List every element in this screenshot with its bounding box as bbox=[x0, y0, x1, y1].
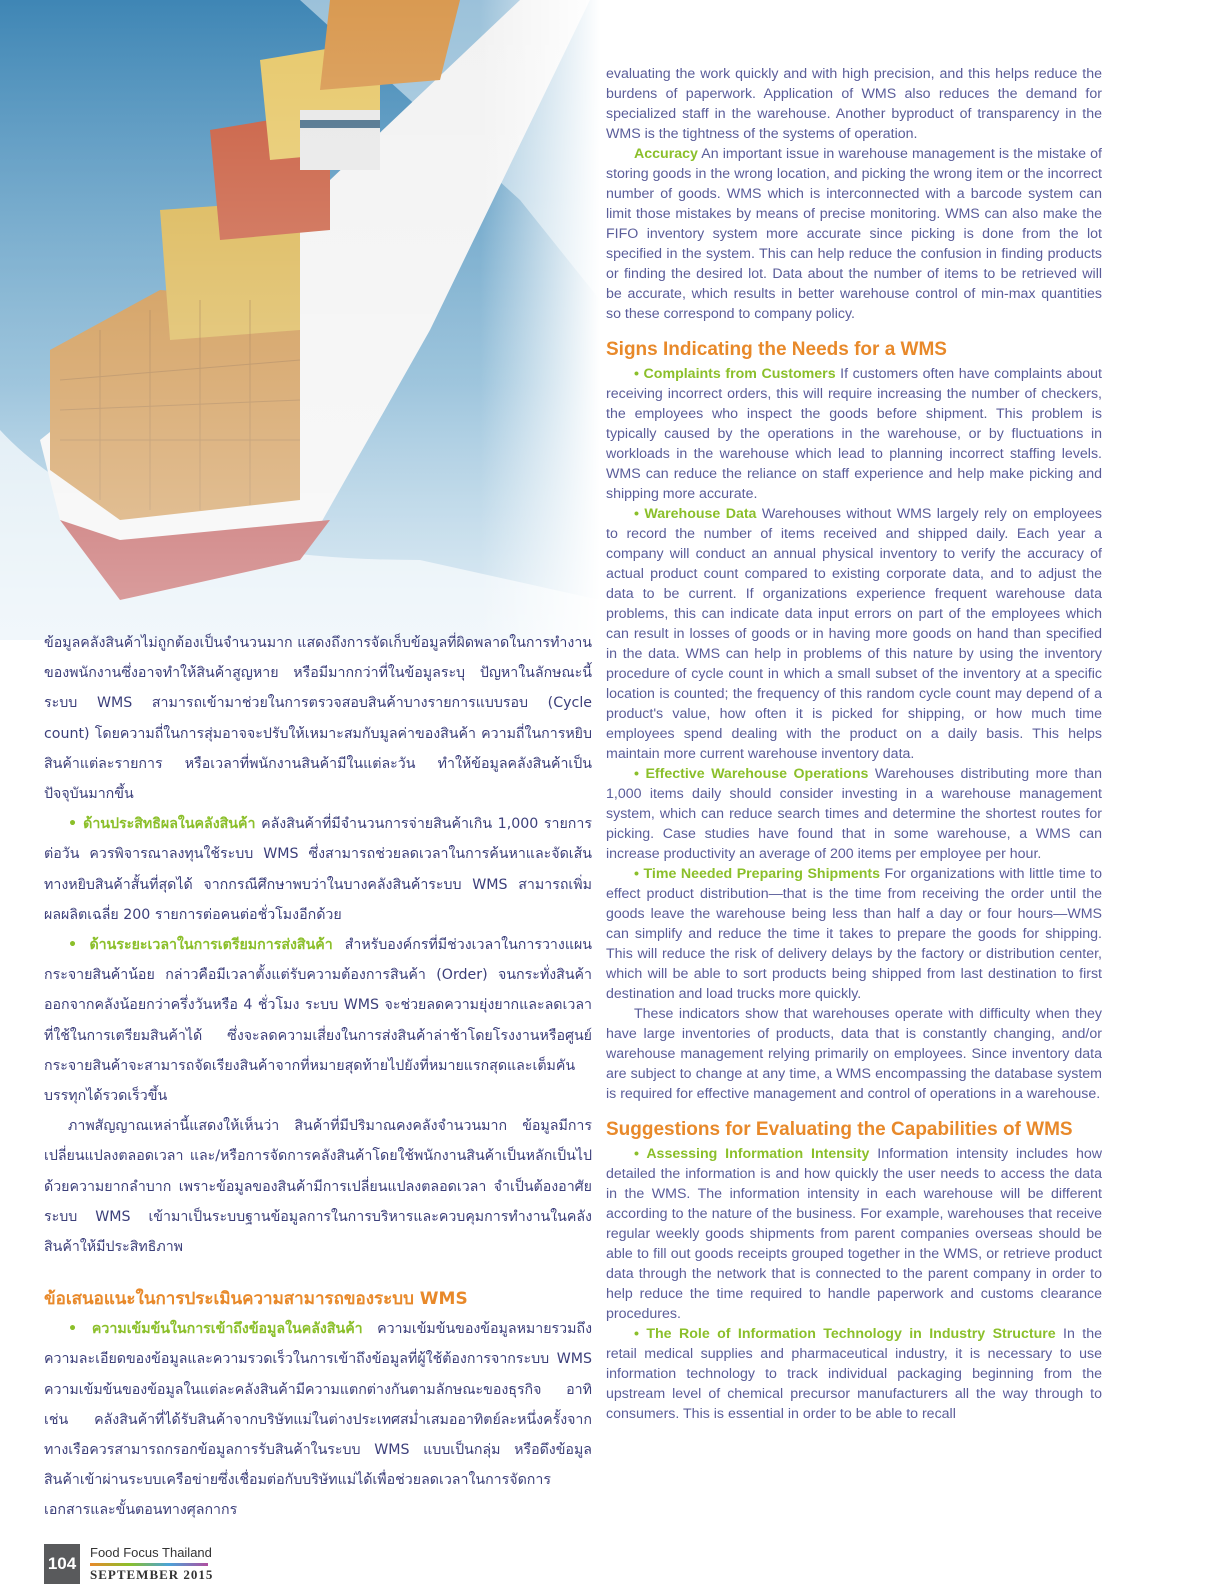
english-paragraph bbox=[606, 1324, 1102, 1424]
english-paragraph bbox=[606, 1144, 1102, 1324]
container-ship-photo bbox=[0, 0, 600, 640]
thai-paragraph bbox=[44, 1314, 592, 1525]
english-paragraph-text: Information intensity includes how detailed the information is and how quickly the user needs to access the data in the WMS. The information intensity in each warehouse will be different according to the nature of the business. For example, warehouses that receive regular weekly goods shipments from parent companies overseas should be able to fill out goods receipts grouped together in the WMS, or retrieve product data through the network that is connected to the parent company in order to help reduce the time required to handle paperwork and customs clearance procedures. bbox=[606, 1146, 1102, 1322]
magazine-name: Food Focus Thailand bbox=[90, 1545, 212, 1560]
english-paragraph-text: If customers often have complaints about receiving incorrect orders, this will require increasing the number of checkers, the employees who inspect the goods before shipment. This problem is typically caused by the operations in the warehouse, or by fluctuations in workloads in the warehouse which lead to planning incorrect staffing levels. WMS can reduce the reliance on staff experience and help make picking and shipping more accurate. bbox=[606, 366, 1103, 502]
thai-article-column bbox=[44, 628, 592, 1526]
intensity-subhead: • Assessing Information Intensity bbox=[634, 1146, 870, 1162]
english-paragraph bbox=[606, 764, 1102, 864]
thai-subhead: • ความเข้มข้นในการเข้าถึงข้อมูลในคลังสินค้า bbox=[68, 1321, 363, 1338]
thai-section-heading: ข้อเสนอแนะในการประเมินความสามารถของระบบ WMS bbox=[44, 1289, 468, 1310]
shipments-subhead: • Time Needed Preparing Shipments bbox=[634, 866, 880, 882]
it-role-subhead: • The Role of Information Technology in Industry Structure bbox=[634, 1326, 1056, 1342]
english-paragraph: evaluating the work quickly and with high precision, and this helps reduce the burdens of paperwork. Application of WMS also reduces the demand for specialized staff in the warehouse. Another byproduct of transparency in the WMS is the tightness of the systems of operation. bbox=[606, 66, 1102, 142]
operations-subhead: • Effective Warehouse Operations bbox=[634, 766, 869, 782]
english-paragraph bbox=[606, 364, 1102, 504]
accuracy-subhead: Accuracy bbox=[634, 146, 698, 162]
english-paragraph bbox=[606, 144, 1102, 324]
thai-paragraph bbox=[44, 930, 592, 1111]
english-paragraph-text: In the retail medical supplies and pharmaceutical industry, it is necessary to use information technology to track individual packaging beginning from the upstream level of chemical precursor manufacturers all the way through to consumers. This is essential in order to be able to recall bbox=[606, 1326, 1102, 1422]
complaints-subhead: • Complaints from Customers bbox=[634, 366, 836, 382]
thai-paragraph-text: ความเข้มข้นของข้อมูลหมายรวมถึงความละเอียดของข้อมูลและความรวดเร็วในการเข้าถึงข้อมูลที่ผู้ใช้ต้องการจากระบบ WMS ความเข้มข้นของข้อมูลในแต่ละคลังสินค้ามีความแตกต่างกันตามลักษณะของธุรกิจ อาทิเช่น คลังสินค้าที่ได้รับสินค้าจากบริษัทแม่ในต่างประเทศสม่ำเสมออาทิตย์ละหนึ่งครั้งจากทางเรือควรสามารถกรอกข้อมูลการรับสินค้าในระบบ WMS แบบเป็นกลุ่ม หรือดึงข้อมูลสินค้าเข้าผ่านระบบเครือข่ายซึ่งเชื่อมต่อกับบริษัทแม่ได้เพื่อช่วยลดเวลาในการจัดการเอกสารและขั้นตอนทางศุลกากร bbox=[44, 1321, 593, 1519]
thai-paragraph bbox=[44, 809, 592, 930]
thai-paragraph: ข้อมูลคลังสินค้าไม่ถูกต้องเป็นจำนวนมาก แสดงถึงการจัดเก็บข้อมูลที่ผิดพลาดในการทำงานของพนักงานซึ่งอาจทำให้สินค้าสูญหาย หรือมีมากกว่าที่ในข้อมูลระบุ ปัญหาในลักษณะนี้ระบบ WMS สามารถเข้ามาช่วยในการตรวจสอบสินค้าบางรายการแบบรอบ (Cycle count) โดยความถี่ในการสุ่มอาจจะปรับให้เหมาะสมกับมูลค่าของสินค้า ความถี่ในการหยิบสินค้าแต่ละรายการ หรือเวลาที่พนักงานสินค้ามีในแต่ละวัน ทำให้ข้อมูลคลังสินค้าเป็นปัจจุบันมากขึ้น bbox=[44, 635, 592, 803]
thai-paragraph: ภาพสัญญาณเหล่านี้แสดงให้เห็นว่า สินค้าที่มีปริมาณคงคลังจำนวนมาก ข้อมูลมีการเปลี่ยนแปลงตลอดเวลา และ/หรือการจัดการคลังสินค้าโดยใช้พนักงานสินค้าเป็นหลักเป็นไปด้วยความยากลำบาก เพราะข้อมูลของสินค้ามีการเปลี่ยนแปลงตลอดเวลา จำเป็นต้องอาศัยระบบ WMS เข้ามาเป็นระบบฐานข้อมูลการในการบริหารและควบคุมการทำงานในคลังสินค้าให้มีประสิทธิภาพ bbox=[44, 1118, 592, 1256]
thai-subhead: • ด้านระยะเวลาในการเตรียมการส่งสินค้า bbox=[68, 937, 333, 954]
thai-subhead: • ด้านประสิทธิผลในคลังสินค้า bbox=[68, 816, 256, 833]
warehouse-data-subhead: • Warehouse Data bbox=[634, 506, 757, 522]
english-paragraph-text: For organizations with little time to effect product distribution—that is the time from receiving the order until the goods leave the warehouse being less than half a day or four hours—WMS can simplify and reduce the time it takes to prepare the goods for shipping. This will reduce the risk of delivery delays by the factory or distribution center, which will be able to sort products being shipped from last destination to first destination and load trucks more quickly. bbox=[606, 866, 1103, 1002]
page-number: 104 bbox=[44, 1544, 80, 1584]
suggestions-section-heading: Suggestions for Evaluating the Capabilities of WMS bbox=[606, 1119, 1073, 1140]
issue-date: SEPTEMBER 2015 bbox=[90, 1567, 214, 1582]
english-paragraph-text: Warehouses without WMS largely rely on employees to record the number of items received and shipped daily. Each year a company will conduct an annual physical inventory to verify the accuracy of actual product count compared to existing corporate data, and to adjust the data to be current. If organizations experience frequent warehouse data problems, this can indicate data input errors on part of the employees which can result in losses of goods or in having more goods on hand than specified in the data. WMS can help in problems of this nature by using the inventory procedure of cycle count in which a small subset of the inventory at a specific location is counted; the frequency of this random cycle count may depend of a product's value, how often it is picked for shipping, or how much time employees spend dealing with the product on a daily basis. This helps maintain more current warehouse inventory data. bbox=[606, 506, 1102, 762]
color-rule bbox=[90, 1563, 208, 1566]
signs-section-heading: Signs Indicating the Needs for a WMS bbox=[606, 339, 947, 360]
english-paragraph bbox=[606, 864, 1102, 1004]
thai-paragraph-text: สำหรับองค์กรที่มีช่วงเวลาในการวางแผนกระจายสินค้าน้อย กล่าวคือมีเวลาตั้งแต่รับความต้องการสินค้า (Order) จนกระทั่งสินค้าออกจากคลังน้อยกว่าครึ่งวันหรือ 4 ชั่วโมง ระบบ WMS จะช่วยลดความยุ่งยากและลดเวลาที่ใช้ในการเตรียมสินค้าได้ ซึ่งจะลดความเสี่ยงในการส่งสินค้าล่าช้าโดยโรงงานหรือศูนย์กระจายสินค้าจะสามารถจัดเรียงสินค้าจากที่หมายสุดท้ายไปยังที่หมายแรกสุดและเต็มคันบรรทุกได้รวดเร็วขึ้น bbox=[44, 937, 592, 1105]
thai-paragraph-text: คลังสินค้าที่มีจำนวนการจ่ายสินค้าเกิน 1,000 รายการต่อวัน ควรพิจารณาลงทุนใช้ระบบ WMS ซึ่งสามารถช่วยลดเวลาในการค้นหาและจัดเส้นทางหยิบสินค้าสั้นที่สุดได้ จากกรณีศึกษาพบว่าในบางคลังสินค้าระบบ WMS สามารถเพิ่มผลผลิตเฉลี่ย 200 รายการต่อคนต่อชั่วโมงอีกด้วย bbox=[44, 816, 592, 923]
english-paragraph-text: An important issue in warehouse management is the mistake of storing goods in the wrong location, and picking the wrong item or the incorrect number of goods. WMS which is interconnected with a barcode system can limit those mistakes by means of precise monitoring. WMS can also make the FIFO inventory system more accurate since picking is done from the lot specified in the system. This can help reduce the confusion in finding products or finding the desired lot. Data about the number of items to be retrieved will be accurate, which results in better warehouse control of min-max quantities so these correspond to company policy. bbox=[606, 146, 1102, 322]
english-paragraph-text: Warehouses distributing more than 1,000 items daily should consider investing in a warehouse management system, which can reduce search times and determine the shortest routes for picking. Case studies have found that in some warehouse, a WMS can increase productivity an average of 200 items per employee per hour. bbox=[606, 766, 1102, 862]
english-paragraph bbox=[606, 504, 1102, 764]
english-paragraph: These indicators show that warehouses operate with difficulty when they have large inventories of products, data that is constantly changing, and/or warehouse management relying primarily on employees. Since inventory data are subject to change at any time, a WMS encompassing the database system is required for effective management and control of operations in a warehouse. bbox=[606, 1006, 1102, 1102]
english-article-column bbox=[606, 64, 1102, 1424]
